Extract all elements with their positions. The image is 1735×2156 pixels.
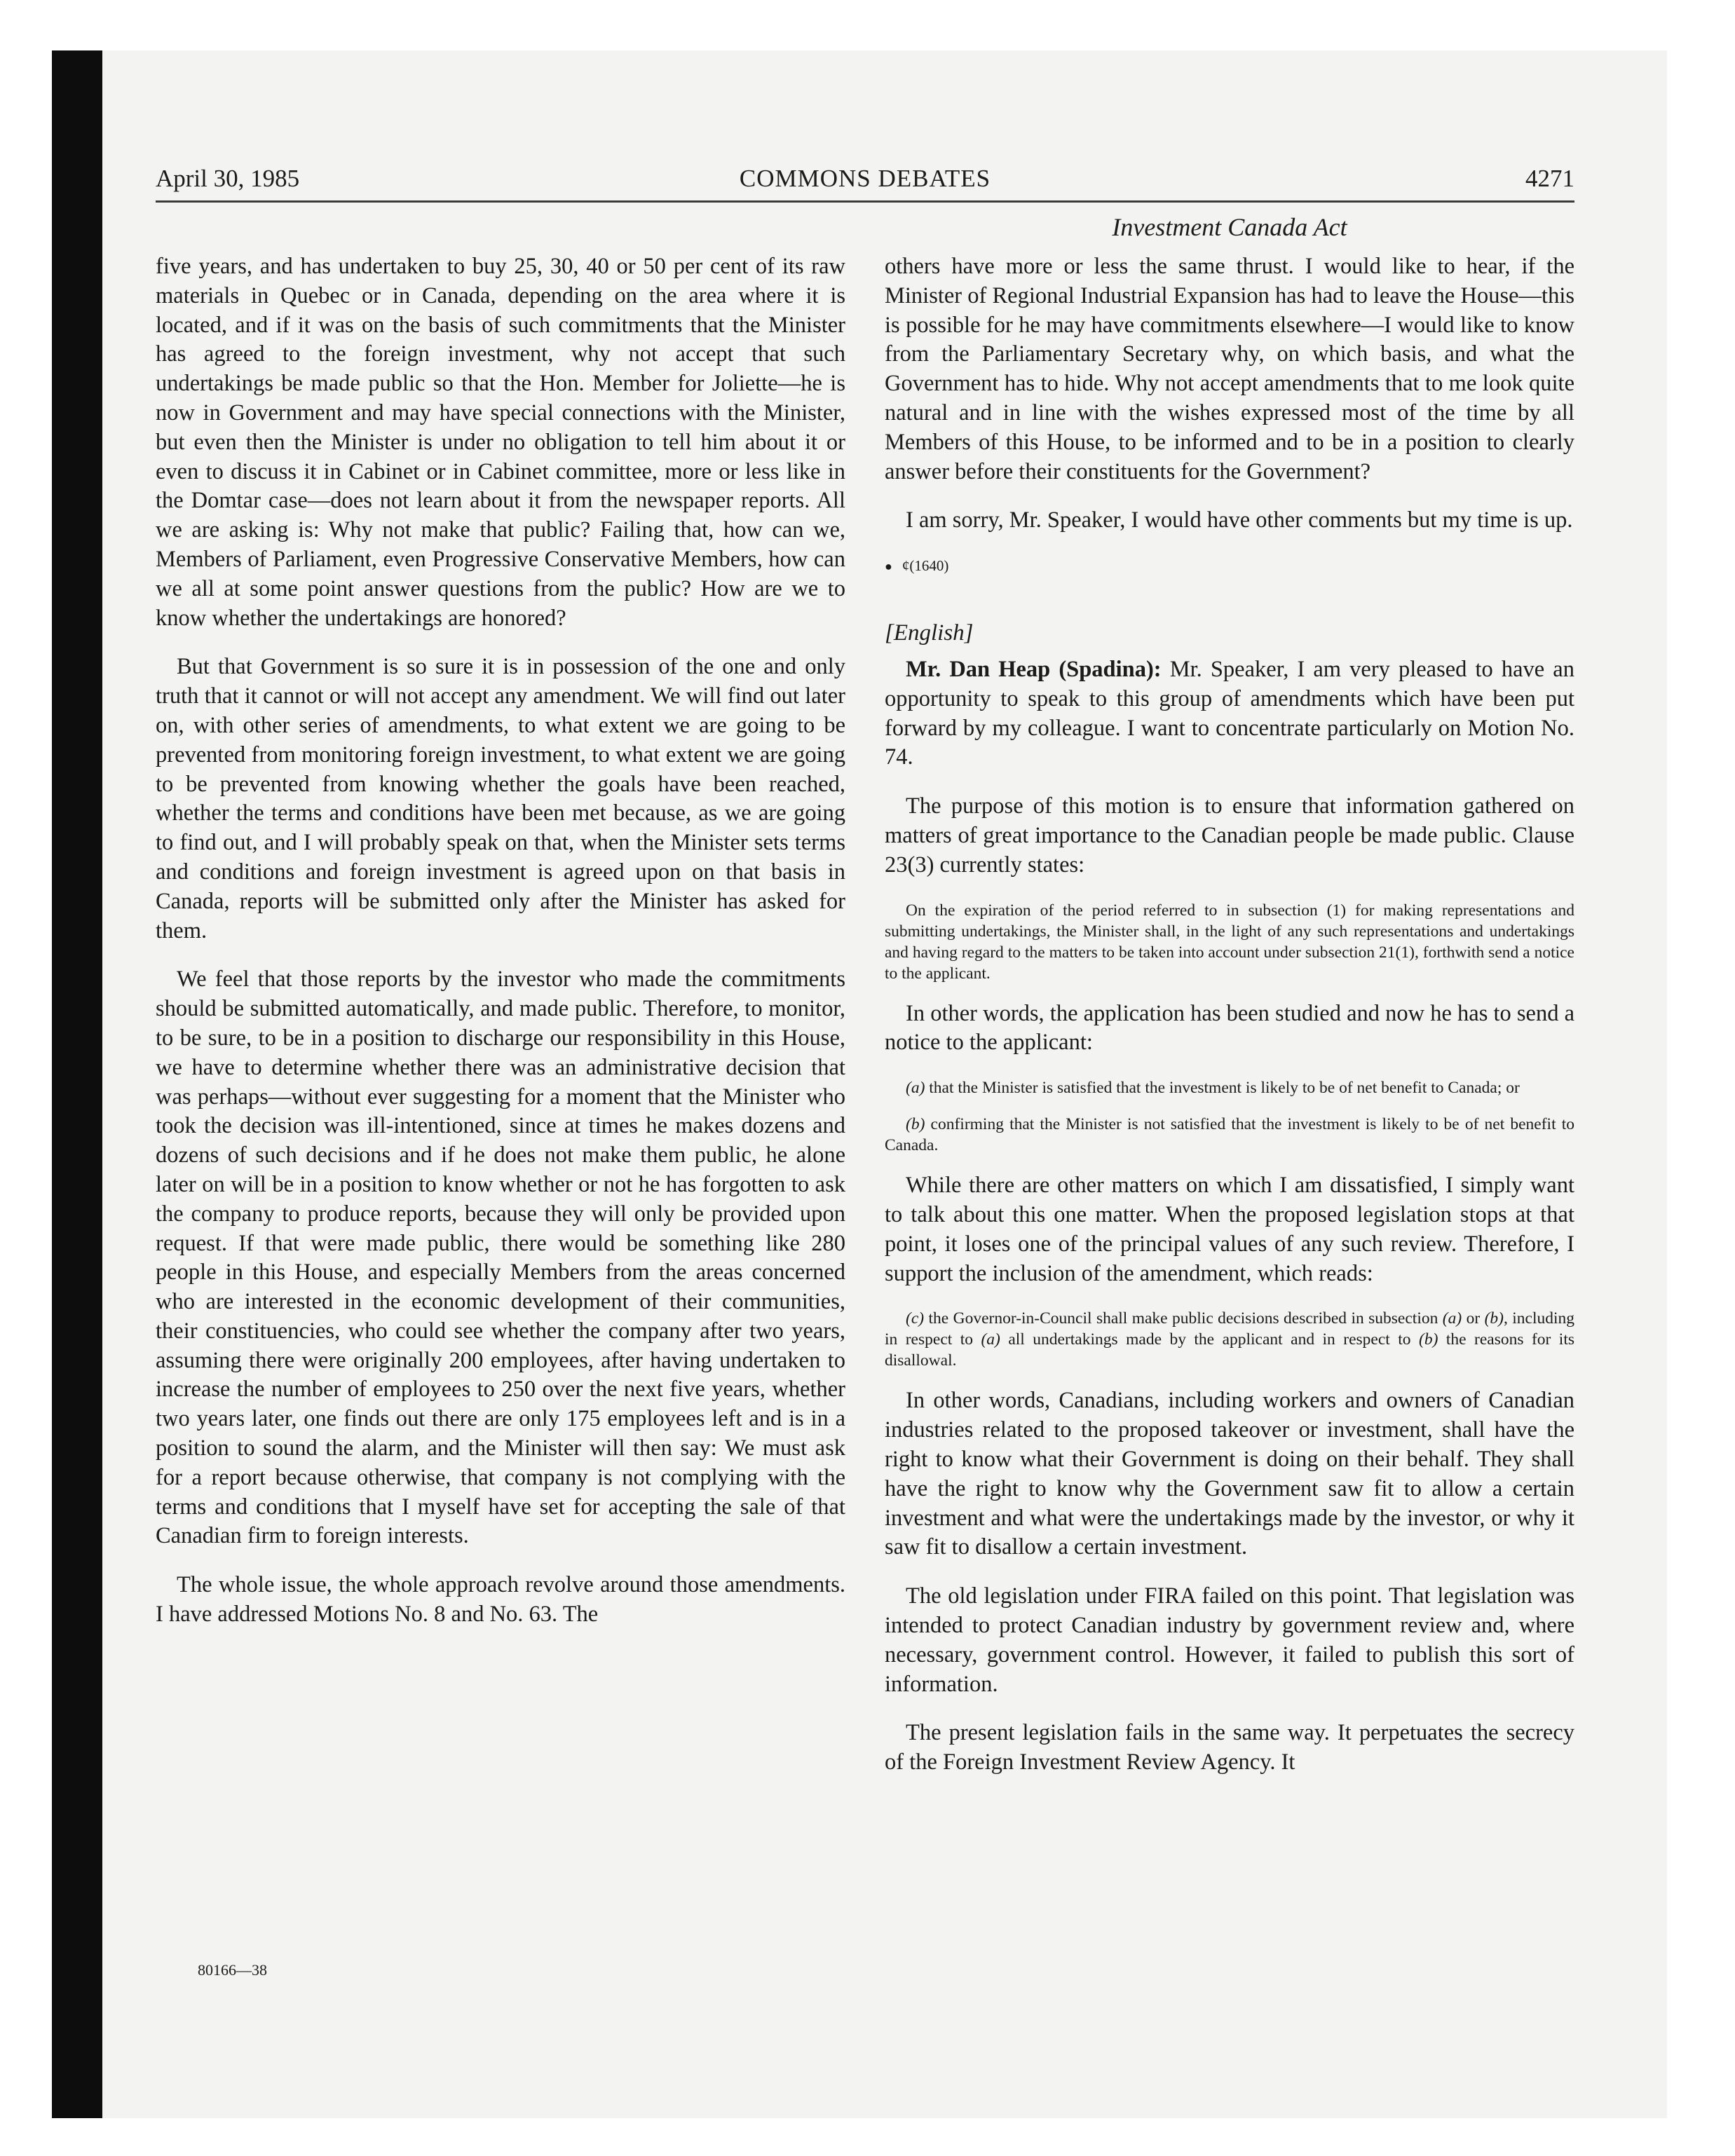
time-marker — [885, 555, 1574, 577]
quote-text: the Governor-in-Council shall make public decisions described in subsection — [928, 1309, 1438, 1328]
clause-label: (b) — [906, 1115, 925, 1134]
scan-edge-shadow — [52, 50, 102, 2118]
paragraph: In other words, Canadians, including workers and owners of Canadian industries related to the proposed takeover or investment, shall have the right to know what their Government is doing on their behalf. They shall have the right to know why the Government saw fit to allow a certain investment and what were the undertakings made by the investor, or why it saw fit to disallow a certain investment. — [885, 1388, 1574, 1560]
time-stamp: ¢(1640) — [901, 557, 949, 575]
clause-label: (c) — [906, 1309, 925, 1328]
quote-text: confirming that the Minister is not satisfied that the investment is likely to be of net benefit to Canada. — [885, 1115, 1574, 1155]
right-column — [885, 252, 1574, 1797]
paragraph: While there are other matters on which I am dissatisfied, I simply want to talk about this one matter. When the proposed legislation stops at that point, it loses one of the principal values of any such review. Therefore, I support the inclusion of the amendment, which reads: — [885, 1173, 1574, 1286]
printer-code: 80166—38 — [198, 1961, 267, 1979]
clause-ref: (b) — [1419, 1330, 1438, 1349]
speaker-name: Mr. Dan Heap (Spadina): — [906, 656, 1162, 682]
clause-ref: (b) — [1484, 1309, 1504, 1328]
clause-ref: (a) — [981, 1330, 1000, 1349]
paragraph — [885, 655, 1574, 772]
clause-label: (a) — [906, 1079, 925, 1098]
section-title: Investment Canada Act — [1112, 213, 1347, 241]
header-page-number: 4271 — [1525, 165, 1574, 192]
paragraph: But that Government is so sure it is in possession of the one and only truth that it cannot or will not accept any amendment. We will find out later on, with other series of amendments, to what extent we are going to be prevented from monitoring foreign investment, to what extent we are going to be prevented from knowing whether the goals have been reached, whether the terms and conditions have been met because, as we are going to find out, and I will probably speak on that, when the Minister sets terms and conditions and foreign investment is agreed upon on that basis in Canada, reports will be submitted only after the Minister has asked for them. — [156, 654, 845, 943]
quotation — [885, 1308, 1574, 1371]
header-date: April 30, 1985 — [156, 165, 300, 192]
quote-text: all undertakings made by the applicant and in respect to — [1008, 1330, 1411, 1349]
speech-text: Mr. Speaker, I am very pleased to have an opportunity to speak to this group of amendments which have been put forward by my colleague. I want to concentrate particularly on Motion No. 74. — [885, 656, 1574, 770]
quotation — [885, 1114, 1574, 1156]
paragraph: The present legislation fails in the same way. It perpetuates the secrecy of the Foreign Investment Review Agency. It — [885, 1720, 1574, 1775]
quote-text: , including in respect to — [885, 1309, 1575, 1349]
paragraph: I am sorry, Mr. Speaker, I would have other comments but my time is up. — [906, 507, 1573, 533]
paragraph: others have more or less the same thrust. I would like to hear, if the Minister of Regional Industrial Expansion has had to leave the House—this is possible for he may have commitments elsewhere—I would like to know from the Parliamentary Secretary why, on which basis, and what the Government has to hide. Why not accept amendments that to me look quite natural and in line with the wishes expressed most of the time by all Members of this House, to be informed and to be in a position to clearly answer before their constituents for the Government? — [885, 254, 1574, 484]
paragraph: We feel that those reports by the investor who made the commitments should be submitted automatically, and made public. Therefore, to monitor, to be sure, to be in a position to discharge our responsibility in this House, we have to determine whether there was an administrative decision that was perhaps—without ever suggesting for a moment that the Minister who took the decision was ill-intentioned, since at times he makes dozens and dozens of such decisions and if he does not make them public, he alone later on will be in a position to know whether or not he has forgotten to ask the company to produce reports, because they will only be provided upon request. If that were made public, there would be something like 280 people in this House, and especially Members from the areas concerned who are interested in the economic development of their communities, their constituencies, who could see whether the company after two years, assuming there were originally 200 employees, after having undertaken to increase the number of employees to 250 over the next five years, whether two years later, one finds out there are only 175 employees left and is in a position to sound the alarm, and the Minister will then say: We must ask for a report because otherwise, that company is not complying with the terms and conditions that I myself have set for accepting the sale of that Canadian firm to foreign interests. — [156, 967, 845, 1549]
header-publication: COMMONS DEBATES — [739, 165, 991, 192]
quotation: On the expiration of the period referred to in subsection (1) for making representations and submitting undertakings, the Minister shall, in the light of any such representations and undertakings and having regard to the matters to be taken into account under subsection 21(1), forthwith send a notice to the applicant. — [885, 901, 1574, 983]
clause-ref: (a) — [1442, 1309, 1462, 1328]
left-column — [156, 252, 845, 1649]
paragraph: five years, and has undertaken to buy 25, 30, 40 or 50 per cent of its raw materials in Quebec or in Canada, depending on the area where it is located, and if it was on the basis of such commitments that the Minister has agreed to the foreign investment, why not accept that such undertakings be made public so that the Hon. Member for Joliette—he is now in Government and may have special connections with the Minister, but even then the Minister is under no obligation to tell him about it or even to discuss it in Cabinet or in Cabinet committee, more or less like in the Domtar case—does not learn about it from the newspaper reports. All we are asking is: Why not make that public? Failing that, how can we, Members of Parliament, even Progressive Conservative Members, how can we all at some point answer questions from the public? How are we to know whether the undertakings are honored? — [156, 254, 845, 631]
quote-text: that the Minister is satisfied that the investment is likely to be of net benefit to Canada; or — [929, 1079, 1520, 1098]
quotation — [885, 1077, 1574, 1098]
paragraph: The purpose of this motion is to ensure that information gathered on matters of great importance to the Canadian people be made public. Clause 23(3) currently states: — [885, 793, 1574, 878]
quote-text: the reasons for its disallowal. — [885, 1330, 1575, 1370]
paragraph: In other words, the application has been studied and now he has to send a notice to the applicant: — [885, 1000, 1574, 1056]
paragraph: The old legislation under FIRA failed on this point. That legislation was intended to protect Canadian industry by government review and, where necessary, government control. However, it failed to publish this sort of information. — [885, 1583, 1574, 1697]
running-header — [156, 161, 1574, 203]
paragraph: The whole issue, the whole approach revolve around those amendments. I have addressed Motions No. 8 and No. 63. The — [156, 1572, 845, 1628]
language-marker: [English] — [885, 620, 974, 646]
quote-text: or — [1466, 1309, 1481, 1328]
bullet-icon: ● — [885, 559, 892, 574]
